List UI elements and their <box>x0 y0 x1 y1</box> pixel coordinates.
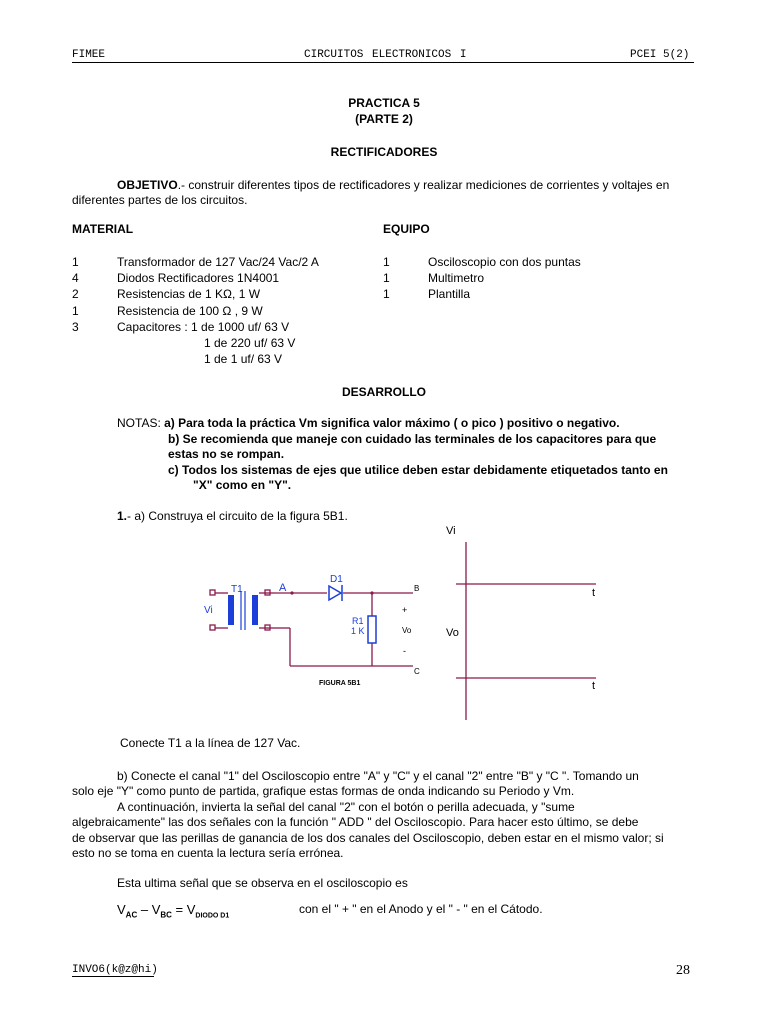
circuit-diagram <box>195 568 435 693</box>
transformer-secondary-icon <box>252 595 258 625</box>
material-item-desc: Resistencia de 100 Ω , 9 W <box>117 303 263 318</box>
equipment-item-qty: 1 <box>383 271 390 286</box>
eq-v: V <box>117 902 126 917</box>
para-c-line1: A continuación, invierta la señal del canal "2" con el botón o perilla adecuada, y "sume <box>117 800 575 814</box>
equipment-item-qty: 1 <box>383 287 390 302</box>
label-r1: R1 <box>352 616 364 626</box>
section-title: RECTIFICADORES <box>330 145 438 159</box>
footer-left: INVO6(k@z@hi) <box>72 964 158 976</box>
diode-icon <box>329 586 341 600</box>
material-item-qty: 1 <box>72 255 79 269</box>
material-item-qty: 4 <box>72 271 79 286</box>
note-b-line1: b) Se recomienda que maneje con cuidado las terminales de los capacitores para que <box>168 432 657 446</box>
step1-number: 1. <box>117 509 128 523</box>
connect-line: Conecte T1 a la línea de 127 Vac. <box>120 736 301 750</box>
equation-tail: con el " + " en el Anodo y el " - " en el Cátodo. <box>299 902 543 916</box>
para-c-line4: esto no se toma en cuenta la lectura sería errónea. <box>72 846 344 860</box>
para-b-line2: solo eje "Y" como punto de partida, grafique estas formas de onda indicando su Periodo y Vm. <box>72 784 575 798</box>
step1-text: - a) Construya el circuito de la figura 5B1. <box>127 509 348 523</box>
eq-equals-v: = V <box>171 902 196 917</box>
eq-minus-v: – V <box>137 902 161 917</box>
eq-sub-ac: AC <box>125 910 138 920</box>
eq-sub-diode: DIODO D1 <box>195 912 230 920</box>
objective-line1 <box>117 178 669 192</box>
resistor-icon <box>368 616 376 643</box>
header-right: PCEI 5(2) <box>630 49 690 61</box>
footer-underline <box>72 976 154 977</box>
material-heading: MATERIAL <box>72 222 134 236</box>
note-c-line2: "X" como en "Y". <box>193 478 292 492</box>
equation <box>117 902 229 920</box>
material-item-desc: Capacitores : 1 de 1000 uf/ 63 V <box>117 319 290 334</box>
para-b-line1: b) Conecte el canal "1" del Osciloscopio entre "A" y "C" y el canal "2" entre "B" y "C ". Tomando un <box>117 769 639 783</box>
material-item-qty: 3 <box>72 319 79 334</box>
last-signal-line: Esta ultima señal que se observa en el osciloscopio es <box>117 876 408 890</box>
label-plus: + <box>402 605 408 615</box>
development-heading: DESARROLLO <box>342 385 426 399</box>
material-item-desc: Diodos Rectificadores 1N4001 <box>117 271 280 286</box>
practice-title: PRACTICA 5 <box>348 96 420 110</box>
waveform-axes <box>430 518 640 723</box>
objective-label: OBJETIVO <box>117 178 178 192</box>
material-item-desc: Resistencias de 1 KΩ, 1 W <box>117 287 261 302</box>
label-vi: Vi <box>204 605 213 616</box>
equipment-item-desc: Multimetro <box>428 271 485 286</box>
eq-sub-bc: BC <box>160 910 172 920</box>
note-c-line1: c) Todos los sistemas de ejes que utilice deben estar debidamente etiquetados tanto en <box>168 463 668 477</box>
label-minus: - <box>403 646 406 656</box>
graph-label-t2: t <box>592 680 596 692</box>
equipment-item-desc: Osciloscopio con dos puntas <box>428 255 581 269</box>
notes-label: NOTAS: <box>117 416 165 430</box>
figure-caption: FIGURA 5B1 <box>319 680 361 687</box>
step1-line <box>117 509 348 523</box>
material-item-qty: 1 <box>72 303 79 318</box>
para-c-line2: algebraicamente" las dos señales con la función " ADD " del Osciloscopio. Para hacer esto último, se debe <box>72 815 639 829</box>
label-d1: D1 <box>330 574 343 585</box>
material-extra-1: 1 de 220 uf/ 63 V <box>204 336 296 350</box>
label-a: A <box>279 582 287 594</box>
note-b-line2: estas no se rompan. <box>168 447 285 461</box>
notes-line-a <box>117 416 620 430</box>
label-vo: Vo <box>402 626 412 635</box>
label-b: B <box>414 584 420 593</box>
graph-label-t1: t <box>592 587 596 599</box>
equipment-item-qty: 1 <box>383 255 390 269</box>
equipment-heading: EQUIPO <box>383 222 430 236</box>
label-r1-value: 1 K <box>351 626 365 636</box>
note-a: a) Para toda la práctica Vm significa valor máximo ( o pico ) positivo o negativo. <box>164 416 620 430</box>
header-rule <box>72 62 694 63</box>
label-c: C <box>414 667 420 676</box>
material-item-qty: 2 <box>72 287 79 302</box>
graph-label-vi: Vi <box>446 525 456 537</box>
equipment-item-desc: Plantilla <box>428 287 471 302</box>
practice-subtitle: (PARTE 2) <box>355 112 413 126</box>
page-number: 28 <box>676 963 690 978</box>
header-left: FIMEE <box>72 49 106 61</box>
graph-label-vo: Vo <box>446 627 459 639</box>
transformer-primary-icon <box>228 595 234 625</box>
objective-line2: diferentes partes de los circuitos. <box>72 193 248 207</box>
material-extra-2: 1 de 1 uf/ 63 V <box>204 352 283 366</box>
header-center: CIRCUITOS ELECTRONICOS I <box>304 49 467 61</box>
objective-text: .- construir diferentes tipos de rectificadores y realizar mediciones de corrientes y voltajes en <box>177 178 670 192</box>
para-c-line3: de observar que las perillas de ganancia de los dos canales del Osciloscopio, deben estar en el mismo valor; si <box>72 831 664 845</box>
material-item-desc: Transformador de 127 Vac/24 Vac/2 A <box>117 255 319 269</box>
label-t1: T1 <box>231 584 243 595</box>
